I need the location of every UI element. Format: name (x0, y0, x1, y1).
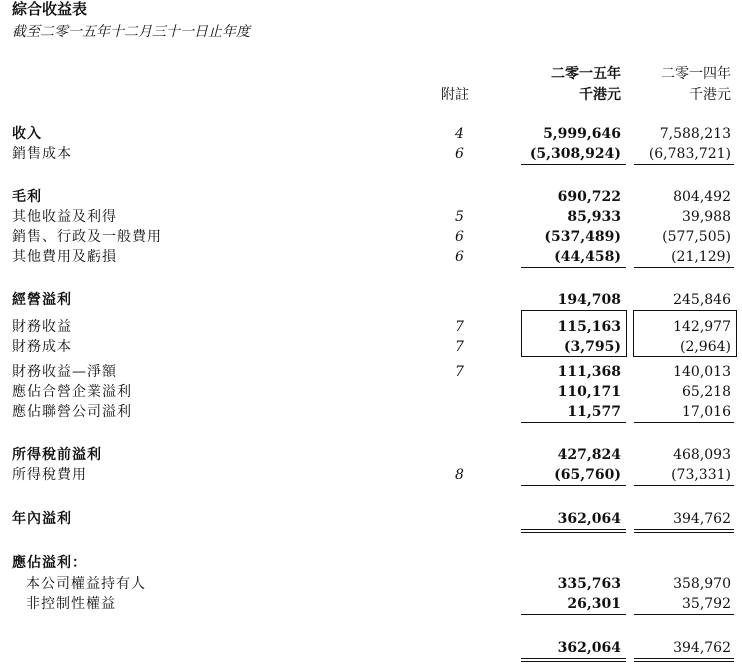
row-label: 年內溢利 (12, 511, 72, 527)
value-2015: 194,708 (557, 292, 621, 308)
value-2014: 65,218 (682, 384, 731, 400)
value-2015: (65,760) (554, 467, 621, 483)
double-underline (634, 529, 734, 530)
double-underline (521, 532, 626, 533)
row-label: 所得稅前溢利 (12, 447, 102, 463)
row-label: 經營溢利 (12, 292, 72, 308)
value-2015: 110,171 (557, 384, 621, 400)
double-underline (521, 661, 626, 662)
row-label: 本公司權益持有人 (26, 576, 146, 592)
underline (521, 267, 626, 268)
page-subtitle: 截至二零一五年十二月三十一日止年度 (12, 24, 250, 40)
value-2014: 468,093 (673, 447, 731, 463)
value-2015: 362,064 (557, 640, 621, 656)
row-label: 其他收益及利得 (12, 209, 117, 225)
value-2015: 26,301 (567, 596, 621, 612)
underline (634, 267, 734, 268)
double-underline (634, 658, 734, 659)
underline (634, 614, 734, 615)
value-2014: (577,505) (662, 229, 731, 245)
value-2015: 115,163 (557, 319, 621, 335)
underline (521, 614, 626, 615)
value-2014: 7,588,213 (659, 126, 731, 142)
value-2014: (2,964) (679, 339, 731, 355)
row-label: 其他費用及虧損 (12, 249, 117, 265)
underline (521, 485, 626, 486)
row-label: 銷售成本 (12, 146, 72, 162)
value-2015: 427,824 (557, 447, 621, 463)
header-unit-2014: 千港元 (689, 87, 731, 103)
header-unit-2015: 千港元 (579, 87, 621, 103)
value-2014: 142,977 (673, 319, 731, 335)
underline (521, 422, 626, 423)
row-label: 應佔溢利： (12, 555, 87, 571)
row-label: 所得稅費用 (12, 467, 87, 483)
value-2015: (3,795) (563, 339, 621, 355)
value-2015: 5,999,646 (543, 126, 621, 142)
value-2015: (5,308,924) (529, 146, 621, 162)
value-2015: 111,368 (557, 364, 621, 380)
row-note: 6 (455, 249, 464, 265)
value-2015: 11,577 (567, 404, 621, 420)
double-underline (634, 661, 734, 662)
value-2014: 35,792 (682, 596, 731, 612)
value-2015: 85,933 (567, 209, 621, 225)
value-2015: (44,458) (554, 249, 621, 265)
row-note: 4 (455, 126, 464, 142)
header-year-2014: 二零一四年 (661, 66, 731, 82)
header-note: 附註 (441, 87, 469, 103)
value-2014: (21,129) (671, 249, 731, 265)
row-note: 5 (455, 209, 464, 225)
row-label: 收入 (12, 126, 42, 142)
page-title: 綜合收益表 (12, 0, 88, 18)
double-underline (521, 529, 626, 530)
row-label: 財務收益—淨額 (12, 364, 117, 380)
underline (634, 485, 734, 486)
row-label: 應佔聯營公司溢利 (12, 404, 132, 420)
value-2015: (537,489) (544, 229, 621, 245)
value-2014: (73,331) (671, 467, 731, 483)
row-label: 銷售、行政及一般費用 (12, 229, 162, 245)
row-label: 毛利 (12, 189, 42, 205)
row-label: 非控制性權益 (26, 596, 116, 612)
row-note: 7 (455, 319, 464, 335)
value-2014: 140,013 (673, 364, 731, 380)
value-2014: 245,846 (673, 292, 731, 308)
row-label: 財務成本 (12, 339, 72, 355)
row-label: 應佔合營企業溢利 (12, 384, 132, 400)
double-underline (521, 658, 626, 659)
row-note: 6 (455, 146, 464, 162)
underline (634, 422, 734, 423)
row-note: 8 (455, 467, 464, 483)
underline (634, 164, 734, 165)
row-note: 6 (455, 229, 464, 245)
underline (521, 164, 626, 165)
value-2014: 394,762 (673, 640, 731, 656)
value-2014: (6,783,721) (648, 146, 731, 162)
value-2014: 804,492 (673, 189, 731, 205)
row-note: 7 (455, 364, 464, 380)
value-2014: 358,970 (673, 576, 731, 592)
value-2014: 17,016 (682, 404, 731, 420)
value-2015: 690,722 (557, 189, 621, 205)
double-underline (634, 532, 734, 533)
value-2014: 39,988 (682, 209, 731, 225)
value-2015: 335,763 (557, 576, 621, 592)
value-2014: 394,762 (673, 511, 731, 527)
value-2015: 362,064 (557, 511, 621, 527)
row-label: 財務收益 (12, 319, 72, 335)
header-year-2015: 二零一五年 (551, 66, 621, 82)
row-note: 7 (455, 339, 464, 355)
